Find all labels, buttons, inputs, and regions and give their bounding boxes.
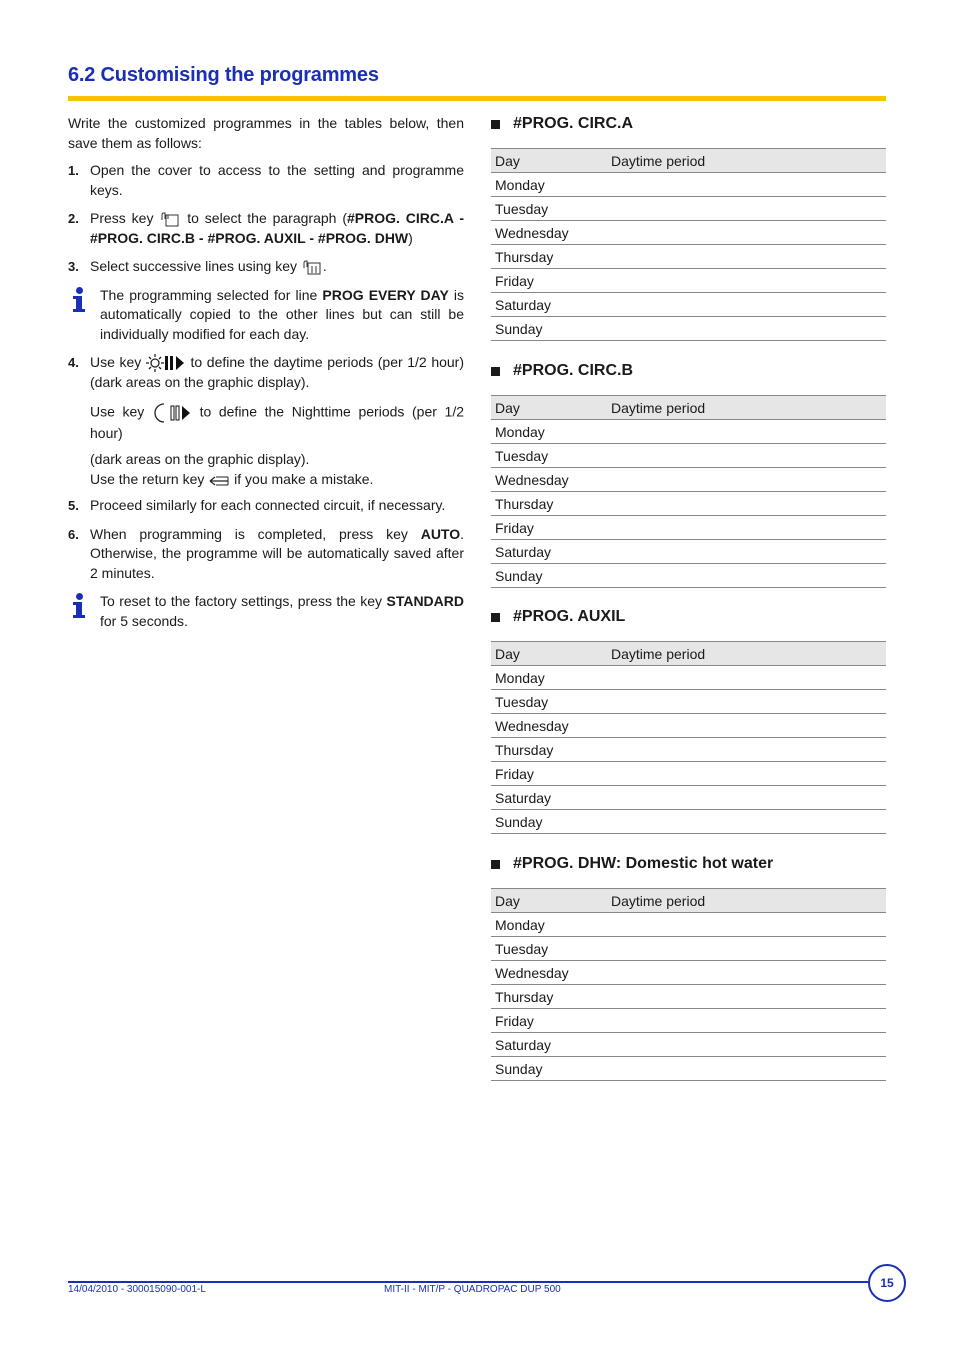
day-cell: Saturday xyxy=(491,293,607,317)
info-icon xyxy=(68,286,100,345)
table-row xyxy=(491,516,886,540)
step-number: 2. xyxy=(68,211,79,226)
note-reset xyxy=(68,592,464,631)
period-cell[interactable] xyxy=(607,1033,886,1057)
step-number: 3. xyxy=(68,259,79,274)
day-cell: Wednesday xyxy=(491,221,607,245)
step-2 xyxy=(68,209,464,248)
square-bullet-icon xyxy=(491,613,500,622)
period-cell[interactable] xyxy=(607,269,886,293)
period-cell[interactable] xyxy=(607,516,886,540)
step-text-part: . Otherwise, the programme will be automatically saved after 2 minutes. xyxy=(90,525,465,581)
step-number: 6. xyxy=(68,526,79,542)
column-header-period: Daytime period xyxy=(607,149,886,173)
table-row xyxy=(491,738,886,762)
step-4-return xyxy=(68,470,464,490)
step-text: Open the cover to access to the setting and programme keys. xyxy=(90,162,464,198)
day-cell: Thursday xyxy=(491,245,607,269)
column-header-day: Day xyxy=(491,889,607,913)
period-cell[interactable] xyxy=(607,317,886,341)
prog-title: #PROG. AUXIL xyxy=(513,608,626,625)
table-row xyxy=(491,762,886,786)
day-cell: Saturday xyxy=(491,786,607,810)
select-key-icon xyxy=(159,211,181,227)
note-text-bold: PROG EVERY DAY xyxy=(322,286,449,303)
step-4-night xyxy=(68,402,464,444)
day-cell: Thursday xyxy=(491,492,607,516)
table-row xyxy=(491,245,886,269)
note-text-part: is automatically copied to the other lines but can still be individually modified for each day. xyxy=(100,286,465,342)
step-number: 5. xyxy=(68,498,79,514)
step-text-part: Use the return key xyxy=(90,470,205,487)
prog-title: #PROG. DHW: Domestic hot water xyxy=(513,855,774,872)
day-cell: Friday xyxy=(491,269,607,293)
period-cell[interactable] xyxy=(607,714,886,738)
note-text-part: The programming selected for line xyxy=(100,286,318,303)
note-text xyxy=(100,286,464,345)
title-rule xyxy=(68,96,886,101)
period-cell[interactable] xyxy=(607,738,886,762)
step-6 xyxy=(68,525,464,584)
step-1 xyxy=(68,161,464,200)
step-text xyxy=(90,353,464,393)
table-row xyxy=(491,317,886,341)
return-key-icon xyxy=(208,473,230,487)
note-text-part: for 5 seconds. xyxy=(100,612,188,629)
section-title: 6.2 Customising the programmes xyxy=(68,64,379,86)
period-cell[interactable] xyxy=(607,1057,886,1081)
period-cell[interactable] xyxy=(607,468,886,492)
step-text-bold: #PROG. CIRC.A - #PROG. CIRC.B - #PROG. AUXIL - #PROG. DHW xyxy=(90,210,465,246)
period-cell[interactable] xyxy=(607,293,886,317)
day-cell: Monday xyxy=(491,666,607,690)
step-text-bold: AUTO xyxy=(420,525,461,542)
day-cell: Sunday xyxy=(491,1057,607,1081)
step-text: Proceed similarly for each connected circuit, if necessary. xyxy=(90,497,446,514)
table-row xyxy=(491,937,886,961)
day-cell: Saturday xyxy=(491,1033,607,1057)
period-cell[interactable] xyxy=(607,492,886,516)
select-key-icon xyxy=(301,259,323,275)
period-cell[interactable] xyxy=(607,666,886,690)
note-text-bold: STANDARD xyxy=(386,593,464,610)
day-key-icon xyxy=(146,353,186,373)
table-row xyxy=(491,564,886,588)
period-cell[interactable] xyxy=(607,961,886,985)
period-cell[interactable] xyxy=(607,810,886,834)
step-4 xyxy=(68,353,464,393)
column-header-day: Day xyxy=(491,149,607,173)
step-text-part: ) xyxy=(408,229,413,246)
table-row xyxy=(491,221,886,245)
day-cell: Friday xyxy=(491,762,607,786)
step-text-part: When programming is completed, press key xyxy=(90,525,408,542)
step-text-part: Press key xyxy=(90,210,154,226)
period-cell[interactable] xyxy=(607,444,886,468)
day-cell: Tuesday xyxy=(491,937,607,961)
prog-auxil-block xyxy=(491,607,886,834)
period-cell[interactable] xyxy=(607,173,886,197)
table-header-row xyxy=(491,396,886,420)
table-row xyxy=(491,269,886,293)
square-bullet-icon xyxy=(491,120,500,129)
table-row xyxy=(491,961,886,985)
prog-heading xyxy=(491,854,886,874)
day-cell: Sunday xyxy=(491,564,607,588)
step-number: 4. xyxy=(68,355,79,370)
prog-circ-a-block xyxy=(491,114,886,341)
column-header-period: Daytime period xyxy=(607,396,886,420)
column-header-day: Day xyxy=(491,642,607,666)
table-header-row xyxy=(491,889,886,913)
day-cell: Tuesday xyxy=(491,197,607,221)
column-header-period: Daytime period xyxy=(607,889,886,913)
step-5 xyxy=(68,496,464,516)
step-text-part: to define the Nighttime periods (per 1/2 hour) xyxy=(90,403,464,441)
day-cell: Monday xyxy=(491,913,607,937)
period-cell[interactable] xyxy=(607,221,886,245)
day-cell: Friday xyxy=(491,516,607,540)
period-cell[interactable] xyxy=(607,420,886,444)
step-text-part: to define the daytime periods (per 1/2 hour) (dark areas on the graphic display). xyxy=(90,354,465,391)
day-cell: Wednesday xyxy=(491,961,607,985)
table-row xyxy=(491,1057,886,1081)
table-row xyxy=(491,420,886,444)
period-cell[interactable] xyxy=(607,245,886,269)
table-row xyxy=(491,444,886,468)
note-text xyxy=(100,592,464,631)
prog-title: #PROG. CIRC.B xyxy=(513,362,634,379)
day-cell: Friday xyxy=(491,1009,607,1033)
table-row xyxy=(491,666,886,690)
prog-dhw-block xyxy=(491,854,886,1081)
footer-document-ref: 14/04/2010 - 300015090-001-L xyxy=(68,1284,206,1295)
day-cell: Monday xyxy=(491,420,607,444)
table-row xyxy=(491,1033,886,1057)
night-key-icon xyxy=(152,402,192,424)
prog-table xyxy=(491,395,886,588)
square-bullet-icon xyxy=(491,367,500,376)
table-row xyxy=(491,293,886,317)
period-cell[interactable] xyxy=(607,985,886,1009)
day-cell: Sunday xyxy=(491,317,607,341)
table-row xyxy=(491,197,886,221)
prog-table xyxy=(491,888,886,1081)
period-cell[interactable] xyxy=(607,564,886,588)
square-bullet-icon xyxy=(491,860,500,869)
info-icon xyxy=(68,592,100,631)
step-text xyxy=(90,209,464,248)
table-row xyxy=(491,540,886,564)
day-cell: Monday xyxy=(491,173,607,197)
column-header-period: Daytime period xyxy=(607,642,886,666)
prog-heading xyxy=(491,607,886,627)
period-cell[interactable] xyxy=(607,1009,886,1033)
day-cell: Thursday xyxy=(491,738,607,762)
intro-text: Write the customized programmes in the tables below, then save them as follows: xyxy=(68,115,464,151)
period-cell[interactable] xyxy=(607,786,886,810)
table-row xyxy=(491,173,886,197)
step-text-part: Select successive lines using key xyxy=(90,258,297,274)
day-cell: Tuesday xyxy=(491,690,607,714)
table-row xyxy=(491,714,886,738)
table-header-row xyxy=(491,149,886,173)
step-text-part: Use key xyxy=(90,354,142,370)
period-cell[interactable] xyxy=(607,937,886,961)
prog-title: #PROG. CIRC.A xyxy=(513,115,634,132)
table-header-row xyxy=(491,642,886,666)
period-cell[interactable] xyxy=(607,690,886,714)
period-cell[interactable] xyxy=(607,913,886,937)
step-text xyxy=(90,257,464,277)
step-number: 1. xyxy=(68,163,79,178)
column-header-day: Day xyxy=(491,396,607,420)
footer-product-name: MIT-II - MIT/P - QUADROPAC DUP 500 xyxy=(384,1284,561,1295)
table-row xyxy=(491,1009,886,1033)
footer-rule xyxy=(68,1281,868,1283)
note-text-part: To reset to the factory settings, press the key xyxy=(100,593,383,610)
prog-heading xyxy=(491,361,886,381)
step-text-part: if you make a mistake. xyxy=(234,470,374,487)
day-cell: Tuesday xyxy=(491,444,607,468)
table-row xyxy=(491,985,886,1009)
step-text-part: . xyxy=(322,258,327,274)
prog-table xyxy=(491,148,886,341)
period-cell[interactable] xyxy=(607,540,886,564)
page-number: 15 xyxy=(868,1264,906,1302)
day-cell: Thursday xyxy=(491,985,607,1009)
period-cell[interactable] xyxy=(607,762,886,786)
step-text-part: Use key xyxy=(90,403,145,420)
table-row xyxy=(491,786,886,810)
note-every-day xyxy=(68,286,464,345)
day-cell: Wednesday xyxy=(491,468,607,492)
day-cell: Wednesday xyxy=(491,714,607,738)
prog-heading xyxy=(491,114,886,134)
period-cell[interactable] xyxy=(607,197,886,221)
table-row xyxy=(491,468,886,492)
step-text-part: to select the paragraph ( xyxy=(187,210,347,226)
instructions-column xyxy=(68,114,464,640)
prog-table xyxy=(491,641,886,834)
day-cell: Saturday xyxy=(491,540,607,564)
table-row xyxy=(491,492,886,516)
table-row xyxy=(491,690,886,714)
step-3 xyxy=(68,257,464,277)
step-4-dark: (dark areas on the graphic display). xyxy=(90,451,310,468)
step-text xyxy=(90,525,464,584)
day-cell: Sunday xyxy=(491,810,607,834)
table-row xyxy=(491,810,886,834)
table-row xyxy=(491,913,886,937)
prog-circ-b-block xyxy=(491,361,886,588)
